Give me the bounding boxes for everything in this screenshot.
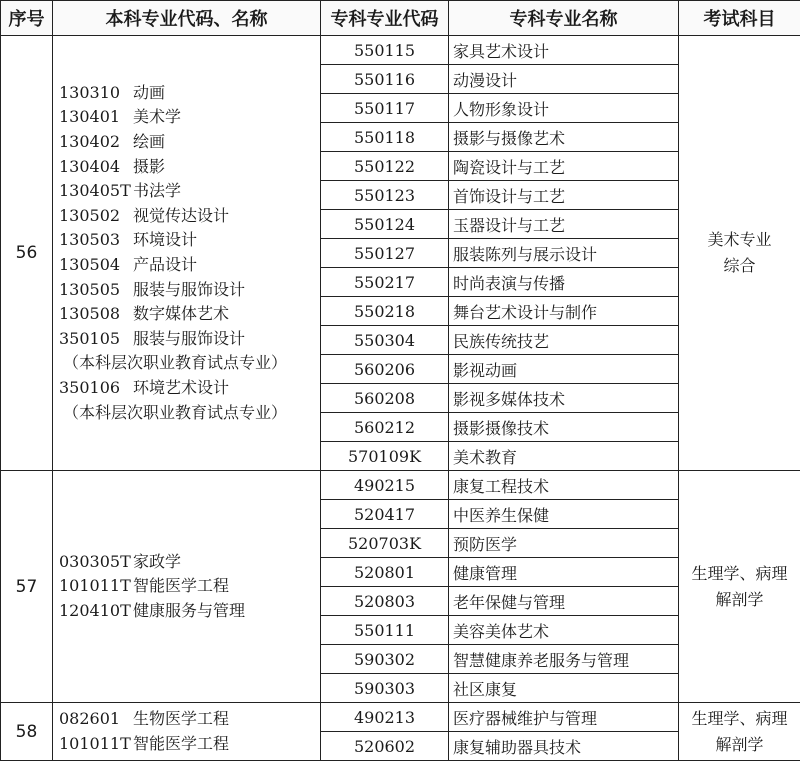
header-name: 专科专业名称 xyxy=(449,1,679,36)
bachelor-major-code: 130401 xyxy=(59,105,133,130)
major-name: 康复工程技术 xyxy=(449,471,679,500)
bachelor-major-item xyxy=(59,302,320,327)
bachelor-major-code: 350105 xyxy=(59,327,133,352)
bachelor-major-name: 书法学 xyxy=(133,181,181,200)
exam-subject-line: 生理学、病理 xyxy=(679,561,800,587)
bachelor-major-item xyxy=(59,253,320,278)
bachelor-major-item xyxy=(59,278,320,303)
bachelor-major-name: 产品设计 xyxy=(133,255,197,274)
bachelor-major-note: （本科层次职业教育试点专业） xyxy=(59,401,320,426)
bachelor-major-code: 130504 xyxy=(59,253,133,278)
bachelor-major-code: 120410T xyxy=(59,599,133,624)
major-code: 550111 xyxy=(321,616,449,645)
major-name: 影视动画 xyxy=(449,355,679,384)
major-name: 美容美体艺术 xyxy=(449,616,679,645)
header-subject: 考试科目 xyxy=(679,1,800,36)
major-name: 人物形象设计 xyxy=(449,94,679,123)
group-seq: 58 xyxy=(1,703,53,761)
major-name: 智慧健康养老服务与管理 xyxy=(449,645,679,674)
bachelor-major-name: 视觉传达设计 xyxy=(133,206,229,225)
bachelor-major-code: 030305T xyxy=(59,550,133,575)
bachelor-major-name: 美术学 xyxy=(133,107,181,126)
major-name: 时尚表演与传播 xyxy=(449,268,679,297)
major-code: 590303 xyxy=(321,674,449,703)
bachelor-majors-cell xyxy=(53,703,321,761)
header-row xyxy=(1,1,800,36)
table-body xyxy=(1,36,800,761)
major-name: 玉器设计与工艺 xyxy=(449,210,679,239)
major-code: 570109K xyxy=(321,442,449,471)
major-name: 首饰设计与工艺 xyxy=(449,181,679,210)
major-name: 社区康复 xyxy=(449,674,679,703)
major-code: 520417 xyxy=(321,500,449,529)
header-code: 专科专业代码 xyxy=(321,1,449,36)
major-name: 中医养生保健 xyxy=(449,500,679,529)
bachelor-major-code: 130503 xyxy=(59,228,133,253)
exam-subject-line: 解剖学 xyxy=(679,587,800,613)
bachelor-major-item xyxy=(59,327,320,352)
major-code: 490213 xyxy=(321,703,449,732)
major-name: 服装陈列与展示设计 xyxy=(449,239,679,268)
major-name: 摄影摄像技术 xyxy=(449,413,679,442)
major-code: 550127 xyxy=(321,239,449,268)
major-code: 550118 xyxy=(321,123,449,152)
bachelor-major-code: 130502 xyxy=(59,204,133,229)
major-name: 陶瓷设计与工艺 xyxy=(449,152,679,181)
bachelor-major-code: 130508 xyxy=(59,302,133,327)
major-code: 520602 xyxy=(321,732,449,761)
table-row xyxy=(1,703,800,732)
bachelor-majors-cell xyxy=(53,36,321,471)
major-code: 490215 xyxy=(321,471,449,500)
bachelor-major-name: 生物医学工程 xyxy=(133,709,229,728)
bachelor-major-item xyxy=(59,81,320,106)
bachelor-major-code: 082601 xyxy=(59,707,133,732)
major-code: 560212 xyxy=(321,413,449,442)
major-code: 560206 xyxy=(321,355,449,384)
bachelor-major-name: 摄影 xyxy=(133,157,165,176)
header-seq: 序号 xyxy=(1,1,53,36)
major-code: 550116 xyxy=(321,65,449,94)
major-code: 550218 xyxy=(321,297,449,326)
bachelor-major-item xyxy=(59,550,320,575)
bachelor-major-code: 130505 xyxy=(59,278,133,303)
major-name: 家具艺术设计 xyxy=(449,36,679,65)
bachelor-major-code: 130405T xyxy=(59,179,133,204)
bachelor-major-item xyxy=(59,204,320,229)
bachelor-major-code: 101011T xyxy=(59,574,133,599)
major-name: 健康管理 xyxy=(449,558,679,587)
bachelor-major-item xyxy=(59,574,320,599)
major-code: 520801 xyxy=(321,558,449,587)
bachelor-major-code: 130404 xyxy=(59,155,133,180)
major-code: 590302 xyxy=(321,645,449,674)
major-name: 康复辅助器具技术 xyxy=(449,732,679,761)
bachelor-majors-cell xyxy=(53,471,321,703)
group-seq: 57 xyxy=(1,471,53,703)
bachelor-major-item xyxy=(59,599,320,624)
major-name: 动漫设计 xyxy=(449,65,679,94)
bachelor-major-code: 130310 xyxy=(59,81,133,106)
exam-subject xyxy=(679,471,800,703)
bachelor-major-code: 130402 xyxy=(59,130,133,155)
major-name: 老年保健与管理 xyxy=(449,587,679,616)
header-bachelor: 本科专业代码、名称 xyxy=(53,1,321,36)
bachelor-major-name: 绘画 xyxy=(133,132,165,151)
bachelor-major-name: 智能医学工程 xyxy=(133,734,229,753)
bachelor-major-name: 服装与服饰设计 xyxy=(133,280,245,299)
bachelor-major-name: 环境设计 xyxy=(133,230,197,249)
major-name: 预防医学 xyxy=(449,529,679,558)
major-code: 520803 xyxy=(321,587,449,616)
table-row xyxy=(1,471,800,500)
exam-subject-line: 美术专业 xyxy=(679,227,800,253)
major-code: 550117 xyxy=(321,94,449,123)
major-name: 美术教育 xyxy=(449,442,679,471)
major-name: 影视多媒体技术 xyxy=(449,384,679,413)
bachelor-major-item xyxy=(59,376,320,401)
exam-subject-line: 综合 xyxy=(679,253,800,279)
bachelor-major-name: 动画 xyxy=(133,83,165,102)
bachelor-major-name: 健康服务与管理 xyxy=(133,601,245,620)
major-code: 550122 xyxy=(321,152,449,181)
bachelor-major-item xyxy=(59,228,320,253)
major-name: 舞台艺术设计与制作 xyxy=(449,297,679,326)
bachelor-major-name: 智能医学工程 xyxy=(133,576,229,595)
exam-subject xyxy=(679,36,800,471)
bachelor-major-code: 101011T xyxy=(59,732,133,757)
major-code: 550115 xyxy=(321,36,449,65)
bachelor-major-item xyxy=(59,155,320,180)
major-code: 550124 xyxy=(321,210,449,239)
bachelor-major-item xyxy=(59,130,320,155)
major-code: 520703K xyxy=(321,529,449,558)
bachelor-major-note: （本科层次职业教育试点专业） xyxy=(59,351,320,376)
bachelor-major-name: 环境艺术设计 xyxy=(133,378,229,397)
group-seq: 56 xyxy=(1,36,53,471)
bachelor-major-item xyxy=(59,105,320,130)
table-row xyxy=(1,36,800,65)
bachelor-major-name: 家政学 xyxy=(133,552,181,571)
bachelor-major-item xyxy=(59,707,320,732)
major-code: 560208 xyxy=(321,384,449,413)
major-code: 550123 xyxy=(321,181,449,210)
major-code: 550217 xyxy=(321,268,449,297)
major-code: 550304 xyxy=(321,326,449,355)
bachelor-major-item xyxy=(59,732,320,757)
bachelor-major-item xyxy=(59,179,320,204)
exam-subject-line: 生理学、病理 xyxy=(679,706,800,732)
exam-subject-line: 解剖学 xyxy=(679,732,800,758)
major-name: 摄影与摄像艺术 xyxy=(449,123,679,152)
bachelor-major-code: 350106 xyxy=(59,376,133,401)
major-name: 医疗器械维护与管理 xyxy=(449,703,679,732)
exam-subject xyxy=(679,703,800,761)
bachelor-major-name: 服装与服饰设计 xyxy=(133,329,245,348)
bachelor-major-name: 数字媒体艺术 xyxy=(133,304,229,323)
major-name: 民族传统技艺 xyxy=(449,326,679,355)
